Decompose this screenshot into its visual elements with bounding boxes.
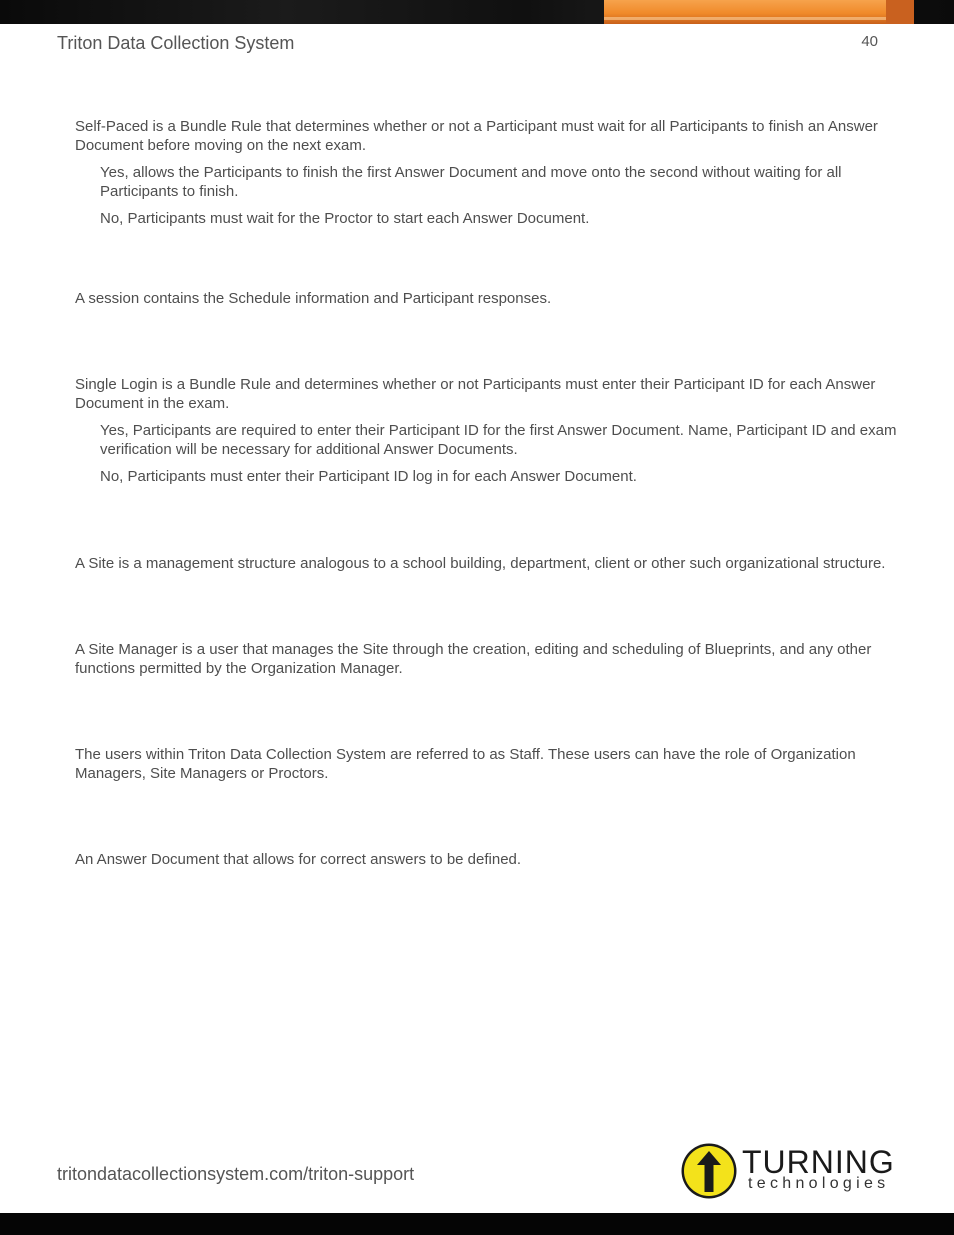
glossary-content (75, 118, 897, 870)
logo-arrow-icon (680, 1142, 738, 1200)
glossary-entry-session (75, 290, 897, 309)
support-url: tritondatacollectionsystem.com/triton-support (57, 1164, 415, 1184)
page-number: 40 (861, 33, 878, 50)
entry-definition: A Site Manager is a user that manages the Site through the creation, editing and scheduling of Blueprints, and any other functions permitted by the Organization Manager. (75, 641, 872, 677)
entry-definition: An Answer Document that allows for correct answers to be defined. (75, 851, 522, 868)
glossary-entry-staff (75, 746, 897, 783)
document-title: Triton Data Collection System (57, 33, 295, 53)
entry-definition: A Site is a management structure analogous to a school building, department, client or other such organizational structure. (75, 554, 886, 572)
header-accent-stripe (604, 17, 914, 20)
glossary-entry-self-paced (75, 118, 897, 229)
entry-option-yes: Yes, Participants are required to enter their Participant ID for the first Answer Document. Name, Participant ID and exam verification will be necessary for additional Answer Documents. (100, 422, 897, 458)
footer-band (0, 1213, 954, 1235)
entry-option-yes: Yes, allows the Participants to finish the first Answer Document and move onto the second without waiting for all Participants to finish. (100, 164, 842, 200)
entry-option-no: No, Participants must enter their Participant ID log in for each Answer Document. (100, 468, 637, 485)
logo-subtitle: technologies (748, 1175, 890, 1192)
turning-technologies-logo (680, 1140, 912, 1202)
glossary-entry-site-manager (75, 641, 897, 678)
glossary-entry-single-login (75, 376, 897, 487)
entry-definition: Single Login is a Bundle Rule and determines whether or not Participants must enter their Participant ID for each Answer Document in the exam. (75, 376, 876, 412)
entry-option-no: No, Participants must wait for the Proctor to start each Answer Document. (100, 210, 590, 227)
entry-definition: The users within Triton Data Collection System are referred to as Staff. These users can have the role of Organization Managers, Site Managers or Proctors. (75, 746, 856, 782)
entry-definition: Self-Paced is a Bundle Rule that determines whether or not a Participant must wait for all Participants to finish an Answer Document before moving on the next exam. (75, 118, 878, 154)
glossary-entry-site (75, 555, 897, 574)
entry-definition: A session contains the Schedule information and Participant responses. (75, 289, 552, 307)
glossary-entry-template (75, 851, 897, 870)
header-accent (604, 0, 914, 24)
header-accent-end (886, 0, 914, 24)
logo-wordmark: TURNING (742, 1144, 895, 1180)
